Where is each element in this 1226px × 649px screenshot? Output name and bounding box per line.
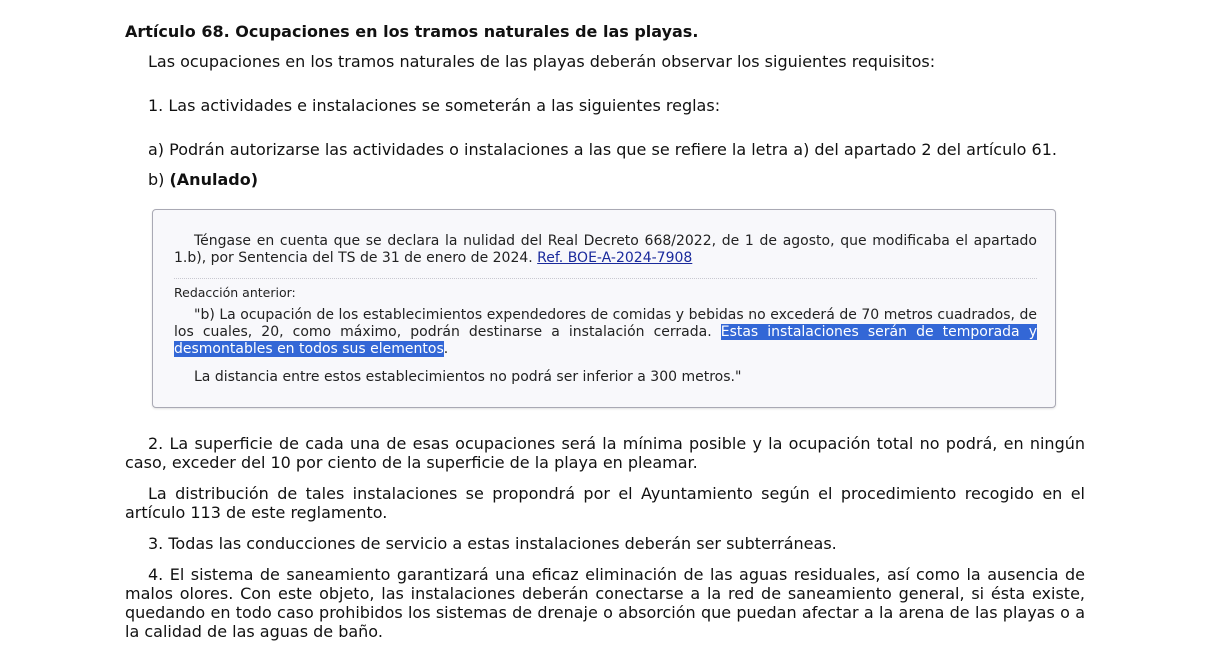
note-main-text: Téngase en cuenta que se declara la nulidad del Real Decreto 668/2022, de 1 de agosto, que modificaba el apartado 1.b), por Sentencia del TS de 31 de enero de 2024. [174, 233, 1037, 266]
boe-reference-link[interactable]: Ref. BOE-A-2024-7908 [537, 250, 693, 266]
previous-wording-text-2: La distancia entre estos establecimientos no podrá ser inferior a 300 metros." [194, 369, 742, 385]
rule-3: 3. Todas las conducciones de servicio a estas instalaciones deberán ser subterráneas. [148, 534, 837, 553]
rule-2-extra: La distribución de tales instalaciones se propondrá por el Ayuntamiento según el procedimiento recogido en el artículo 113 de este reglamento. [125, 484, 1085, 522]
rule-1b [125, 170, 1085, 190]
previous-wording-text [174, 307, 1037, 358]
article-body-continued [125, 434, 1085, 641]
rule-1a: a) Podrán autorizarse las actividades o instalaciones a las que se refiere la letra a) del apartado 2 del artículo 61. [148, 140, 1057, 159]
annulled-label: (Anulado) [169, 170, 258, 189]
previous-wording-label: Redacción anterior: [174, 285, 296, 300]
rule-4: 4. El sistema de saneamiento garantizará una eficaz eliminación de las aguas residuales, así como la ausencia de malos olores. Con este objeto, las instalaciones deberán conectarse a la red de saneamiento general, si ésta existe, quedando en todo caso prohibidos los sistemas de drenaje o absorción que puedan afectar a la arena de las playas o a la calidad de las aguas de baño. [125, 565, 1085, 641]
article-body [125, 22, 1085, 190]
annulment-note-box [152, 209, 1056, 408]
rule-1b-prefix: b) [148, 170, 170, 189]
article-intro: Las ocupaciones en los tramos naturales de las playas deberán observar los siguientes requisitos: [148, 52, 936, 71]
rule-2: 2. La superficie de cada una de esas ocupaciones será la mínima posible y la ocupación total no podrá, en ningún caso, exceder del 10 por ciento de la superficie de la playa en pleamar. [125, 434, 1085, 472]
note-divider [174, 278, 1037, 279]
note-text [174, 233, 1037, 267]
selected-text[interactable]: Estas instalaciones serán de temporada y desmontables en todos sus elementos [174, 324, 1037, 357]
previous-text-start: "b) La ocupación de los establecimientos expendedores de comidas y bebidas no excederá de 70 metros cuadrados, de los cuales, 20, como máximo, podrán destinarse a instalación cerrada. [174, 307, 1037, 340]
rule-1: 1. Las actividades e instalaciones se someterán a las siguientes reglas: [148, 96, 721, 115]
previous-text-end: . [443, 341, 449, 357]
article-title: Artículo 68. Ocupaciones en los tramos naturales de las playas. [125, 22, 699, 41]
